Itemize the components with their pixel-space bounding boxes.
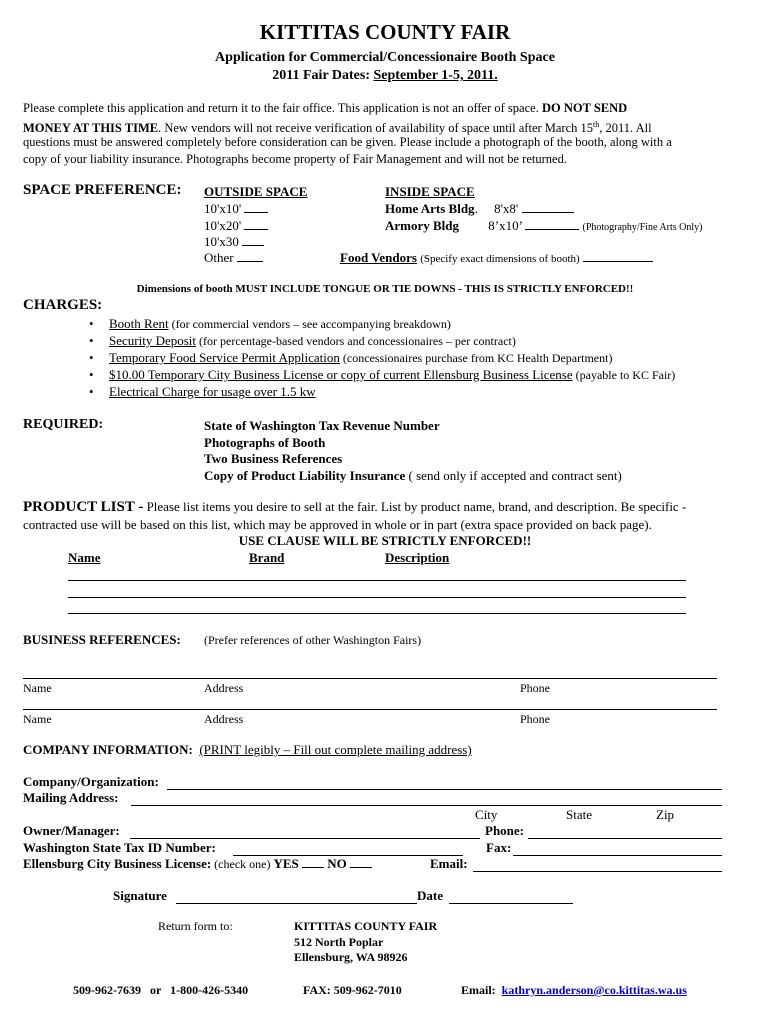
product-list-line-1: [23, 499, 686, 516]
intro-text-2-end: , 2011. All: [599, 121, 652, 136]
charge-link[interactable]: $10.00 Temporary City Business License or copy of current Ellensburg Business License: [109, 367, 573, 382]
charge-item: [89, 350, 612, 366]
required-item: Photographs of Booth: [204, 435, 326, 450]
footer-phones: 509-962-7639 or 1-800-426-5340: [73, 983, 249, 997]
phone-label: Phone:: [485, 823, 524, 838]
reference-phone-label: Phone: [520, 712, 550, 726]
outside-option-10x20[interactable]: [204, 218, 268, 234]
fair-dates: [0, 68, 770, 84]
home-arts-row[interactable]: Home Arts Bldg. 8'x8': [385, 201, 574, 217]
charge-link[interactable]: Temporary Food Service Permit Application: [109, 350, 340, 365]
intro-line-4: copy of your liability insurance. Photographs become property of Fair Management and will not be returned.: [23, 152, 567, 166]
phone-field[interactable]: [528, 824, 722, 839]
footer-email-link[interactable]: kathryn.anderson@co.kittitas.wa.us: [501, 983, 687, 997]
charge-item: [89, 333, 516, 349]
business-references-label: BUSINESS REFERENCES:: [23, 632, 181, 647]
product-line[interactable]: [68, 613, 686, 614]
home-arts-label: Home Arts Bldg: [385, 201, 475, 216]
outside-option-label: 10'x20': [204, 218, 242, 233]
email-label: Email:: [430, 856, 468, 871]
footer-email: [461, 983, 687, 998]
intro-bold-1: DO NOT SEND: [541, 101, 628, 115]
return-name: KITTITAS COUNTY FAIR: [294, 919, 438, 933]
space-preference-label: SPACE PREFERENCE:: [23, 182, 182, 198]
fair-dates-value: September 1-5, 2011.: [373, 68, 498, 83]
required-item-insurance: [204, 468, 622, 484]
date-label: Date: [417, 888, 443, 903]
mailing-address-field[interactable]: [131, 791, 722, 806]
intro-line-3: questions must be answered completely before consideration can be given. Please include a photograph of the booth, along with a: [23, 135, 672, 149]
intro-text-2: . New vendors will not receive verification of availability of space until after March 15: [158, 121, 594, 136]
reference-address-label: Address: [204, 681, 244, 695]
check-one-note: (check one): [211, 857, 274, 871]
outside-option-label: 10'x30: [204, 234, 239, 249]
company-info-header: [23, 742, 472, 758]
outside-option-label: Other: [204, 250, 234, 265]
outside-space-header: OUTSIDE SPACE: [204, 184, 308, 199]
charge-note: (for percentage-based vendors and concessionaires – per contract): [196, 334, 516, 348]
blank-line[interactable]: [525, 218, 579, 230]
fax-label: Fax:: [486, 840, 512, 855]
return-form-label: Return form to:: [158, 919, 233, 933]
zip-label: Zip: [656, 807, 675, 822]
charge-note: (for commercial vendors – see accompanying breakdown): [168, 317, 451, 331]
company-info-label: COMPANY INFORMATION:: [23, 742, 193, 757]
tax-id-field[interactable]: [233, 841, 463, 856]
no-label: NO: [327, 856, 347, 871]
blank-line[interactable]: [242, 234, 264, 246]
armory-row[interactable]: [385, 218, 702, 234]
blank-line[interactable]: [237, 250, 263, 262]
outside-option-other[interactable]: [204, 250, 263, 266]
owner-label: Owner/Manager:: [23, 823, 120, 838]
footer-fax: FAX: 509-962-7010: [303, 983, 402, 997]
state-label: State: [566, 807, 592, 822]
blank-line[interactable]: [583, 250, 653, 262]
signature-label: Signature: [113, 888, 167, 903]
mailing-label: Mailing Address:: [23, 790, 119, 805]
charge-item: [89, 316, 451, 332]
reference-phone-label: Phone: [520, 681, 550, 695]
blank-line[interactable]: [244, 201, 268, 213]
bullet-icon: •: [89, 367, 94, 382]
food-vendors-note: (Specify exact dimensions of booth): [420, 253, 580, 265]
home-arts-size: 8'x8': [494, 201, 519, 216]
col-header-name: Name: [68, 550, 101, 565]
product-list-text-1: Please list items you desire to sell at the fair. List by product name, brand, and description. Be specific -: [143, 499, 687, 514]
yes-checkbox[interactable]: [302, 856, 324, 868]
armory-size: 8’x10’: [488, 218, 522, 233]
charge-link[interactable]: Security Deposit: [109, 333, 197, 348]
blank-line[interactable]: [244, 218, 268, 230]
return-city: Ellensburg, WA 98926: [294, 950, 408, 964]
charge-link[interactable]: Booth Rent: [109, 316, 169, 331]
fair-dates-prefix: 2011 Fair Dates:: [272, 68, 374, 83]
outside-option-10x10[interactable]: [204, 201, 268, 217]
armory-note: (Photography/Fine Arts Only): [582, 222, 703, 233]
intro-sup: th: [593, 120, 600, 129]
email-field[interactable]: [473, 857, 722, 872]
blank-line[interactable]: [522, 201, 574, 213]
intro-text-1: Please complete this application and return it to the fair office. This application is not an offer of space.: [23, 101, 542, 115]
owner-field[interactable]: [130, 824, 480, 839]
page-title: KITTITAS COUNTY FAIR: [259, 20, 511, 44]
product-line[interactable]: [68, 580, 686, 581]
required-item: Two Business References: [204, 451, 343, 466]
charge-item: [89, 367, 675, 383]
charges-label: CHARGES:: [23, 297, 103, 313]
inside-space-header: INSIDE SPACE: [385, 184, 475, 199]
tax-id-label: Washington State Tax ID Number:: [23, 840, 216, 855]
use-clause-warning: USE CLAUSE WILL BE STRICTLY ENFORCED!!: [238, 533, 532, 548]
business-license-row: [23, 856, 372, 872]
outside-option-10x30[interactable]: [204, 234, 264, 250]
bullet-icon: •: [89, 316, 94, 331]
required-label: REQUIRED:: [23, 417, 104, 432]
charge-note: (concessionaires purchase from KC Health Department): [339, 351, 613, 365]
date-field[interactable]: [449, 889, 573, 904]
intro-line-1: [23, 100, 627, 117]
signature-field[interactable]: [176, 889, 417, 904]
charge-note: (payable to KC Fair): [572, 368, 676, 382]
page-subtitle: Application for Commercial/Concessionaire Booth Space: [215, 50, 555, 65]
company-field[interactable]: [167, 775, 722, 790]
dimensions-notice: Dimensions of booth MUST INCLUDE TONGUE OR TIE DOWNS - THIS IS STRICTLY ENFORCED!!: [136, 283, 634, 295]
intro-bold-2: MONEY AT THIS TIME: [23, 121, 159, 136]
company-label: Company/Organization:: [23, 774, 159, 789]
food-vendors-row[interactable]: [340, 250, 653, 266]
charge-link[interactable]: Electrical Charge for usage over 1.5 kw: [109, 384, 316, 399]
required-item: State of Washington Tax Revenue Number: [204, 418, 440, 433]
armory-label: Armory Bldg: [385, 218, 460, 233]
product-list-label: PRODUCT LIST -: [23, 499, 144, 515]
business-references-note: (Prefer references of other Washington Fairs): [204, 633, 422, 647]
return-street: 512 North Poplar: [294, 935, 384, 949]
reference-line[interactable]: [23, 709, 717, 710]
col-header-brand: Brand: [249, 550, 285, 565]
footer-email-label: Email:: [461, 983, 496, 997]
bullet-icon: •: [89, 350, 94, 365]
reference-name-label: Name: [23, 681, 52, 695]
reference-name-label: Name: [23, 712, 52, 726]
bullet-icon: •: [89, 333, 94, 348]
yes-label: YES: [273, 856, 299, 871]
fax-field[interactable]: [513, 841, 722, 856]
business-license-label: Ellensburg City Business License:: [23, 856, 212, 871]
charge-item: [89, 384, 316, 400]
required-item-label: Copy of Product Liability Insurance: [204, 468, 406, 483]
required-item-note: ( send only if accepted and contract sent): [405, 468, 622, 483]
outside-option-label: 10'x10': [204, 201, 242, 216]
product-line[interactable]: [68, 597, 686, 598]
product-list-line-2: contracted use will be based on this list, which may be approved in whole or in part (extra space provided on back page).: [23, 517, 652, 532]
reference-address-label: Address: [204, 712, 244, 726]
bullet-icon: •: [89, 384, 94, 399]
food-vendors-label: Food Vendors: [340, 250, 417, 265]
no-checkbox[interactable]: [350, 856, 372, 868]
col-header-description: Description: [385, 550, 450, 565]
company-info-note: (PRINT legibly – Fill out complete mailing address): [199, 742, 472, 757]
reference-line[interactable]: [23, 678, 717, 679]
city-label: City: [475, 807, 498, 822]
